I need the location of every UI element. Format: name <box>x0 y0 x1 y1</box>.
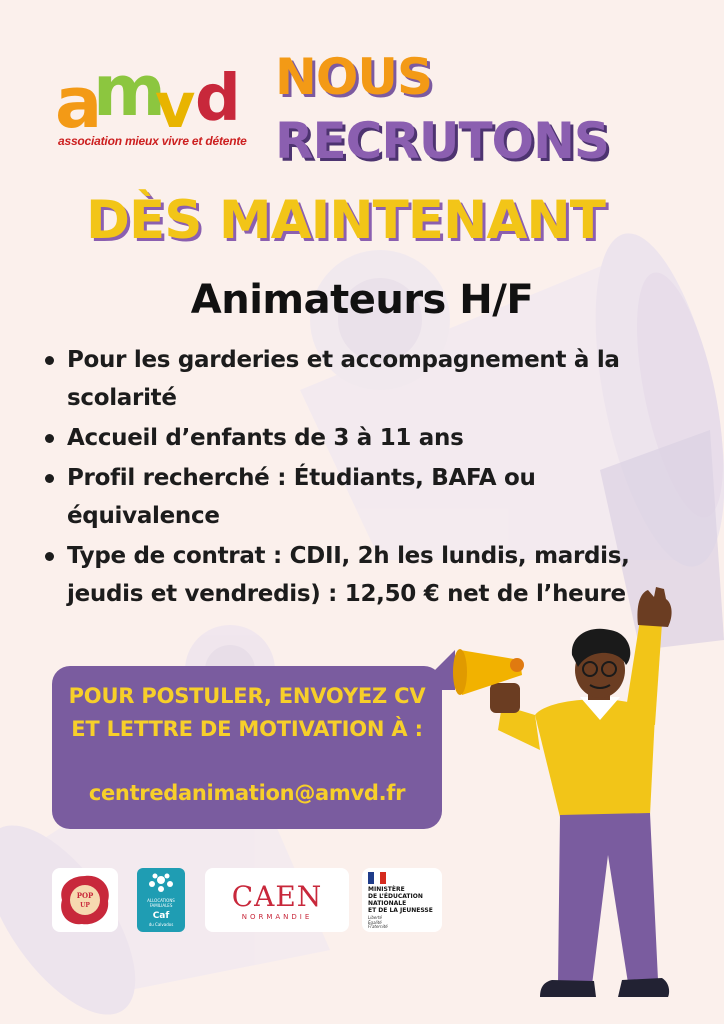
svg-text:m: m <box>93 55 166 132</box>
caen-logo <box>205 868 349 932</box>
headline-nous: NOUS <box>275 48 432 106</box>
ministry-name: MINISTÈRE DE L’ÉDUCATION NATIONALE ET DE LA JEUNESSE <box>368 886 433 914</box>
ministry-motto: Liberté Égalité Fraternité <box>368 915 388 929</box>
svg-text:a: a <box>55 62 103 133</box>
ministry-logo <box>362 868 442 932</box>
list-item: Type de contrat : CDII, 2h les lundis, mardis, jeudis et vendredis) : 12,50 € net de l’heure <box>44 537 684 613</box>
svg-text:v: v <box>155 69 196 133</box>
caf-name: Caf <box>152 911 170 921</box>
french-flag-icon <box>368 872 386 884</box>
caen-subtitle: NORMANDIE <box>241 913 313 921</box>
headline-des-maintenant: DÈS MAINTENANT <box>86 190 605 251</box>
list-item: Accueil d’enfants de 3 à 11 ans <box>44 419 684 457</box>
caf-family-icon <box>137 868 185 898</box>
pop-up-logo <box>52 868 118 932</box>
svg-text:POP: POP <box>76 891 94 900</box>
list-item: Pour les garderies et accompagnement à la scolarité <box>44 341 684 417</box>
job-title: Animateurs H/F <box>190 277 534 323</box>
caf-logo <box>137 868 185 932</box>
caen-name: CAEN <box>231 880 323 913</box>
pop-up-logo-graphic <box>52 868 118 932</box>
amvd-logo-letters <box>55 55 245 133</box>
svg-text:UP: UP <box>80 902 90 909</box>
person-with-megaphone-illustration <box>440 585 710 1010</box>
caf-region: du Calvados <box>148 922 174 927</box>
amvd-logo <box>55 55 245 155</box>
logo-subtitle: association mieux vivre et détente <box>58 134 247 148</box>
headline-recrutons: RECRUTONS <box>275 112 609 170</box>
job-details-list <box>44 341 684 615</box>
list-item: Profil recherché : Étudiants, BAFA ou équivalence <box>44 459 684 535</box>
apply-instructions: POUR POSTULER, ENVOYEZ CV ET LETTRE DE MOTIVATION À : <box>68 684 426 741</box>
caf-label: ALLOCATIONS FAMILIALES <box>147 898 175 908</box>
svg-text:d: d <box>195 62 241 133</box>
apply-email-link[interactable]: centredanimation@amvd.fr <box>88 781 406 805</box>
